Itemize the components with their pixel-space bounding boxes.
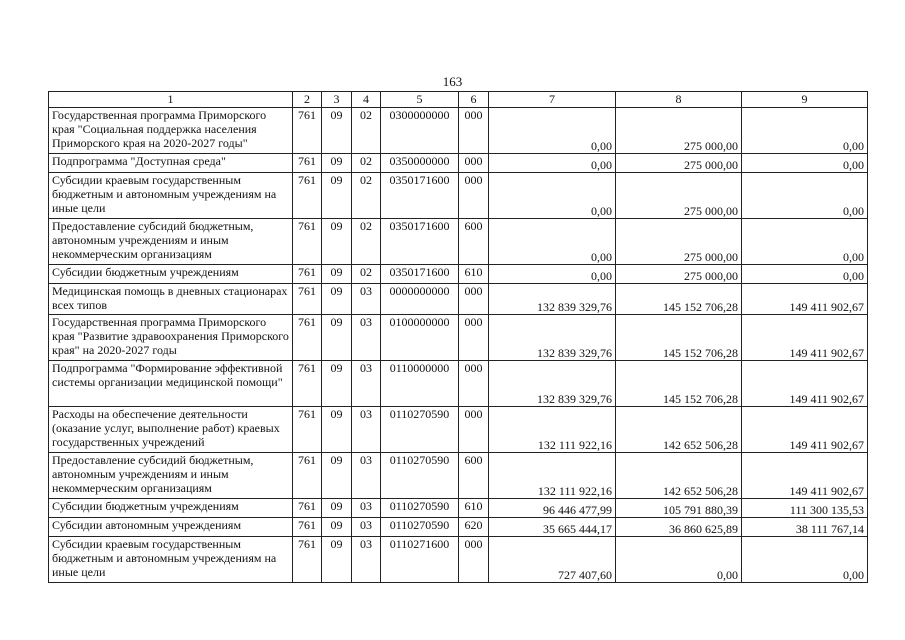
amount-cell: 132 839 329,76: [489, 315, 616, 361]
column-header: 2: [293, 92, 322, 108]
code-cell: 09: [322, 284, 352, 315]
amount-cell: 132 111 922,16: [489, 453, 616, 499]
code-cell: 761: [293, 407, 322, 453]
column-header: 5: [381, 92, 459, 108]
row-name: Расходы на обеспечение деятельности (оказание услуг, выполнение работ) краевых государственных учреждений: [49, 407, 293, 453]
table-header-row: [49, 92, 868, 108]
code-cell: 09: [322, 219, 352, 265]
code-cell: 09: [322, 499, 352, 518]
code-cell: 09: [322, 108, 352, 154]
amount-cell: 0,00: [742, 108, 868, 154]
table-row: [49, 361, 868, 407]
code-cell: 03: [352, 499, 381, 518]
code-cell: 0350171600: [381, 219, 459, 265]
code-cell: 02: [352, 219, 381, 265]
row-name: Подпрограмма "Формирование эффективной системы организации медицинской помощи": [49, 361, 293, 407]
amount-cell: 0,00: [489, 108, 616, 154]
amount-cell: 149 411 902,67: [742, 453, 868, 499]
amount-cell: 38 111 767,14: [742, 518, 868, 537]
code-cell: 03: [352, 518, 381, 537]
row-name: Государственная программа Приморского края "Развитие здравоохранения Приморского края" на 2020-2027 годы: [49, 315, 293, 361]
table-row: [49, 173, 868, 219]
code-cell: 610: [459, 265, 489, 284]
amount-cell: 0,00: [742, 154, 868, 173]
amount-cell: 132 111 922,16: [489, 407, 616, 453]
amount-cell: 132 839 329,76: [489, 361, 616, 407]
row-name: Медицинская помощь в дневных стационарах всех типов: [49, 284, 293, 315]
amount-cell: 275 000,00: [616, 108, 742, 154]
row-name: Субсидии автономным учреждениям: [49, 518, 293, 537]
table-row: [49, 453, 868, 499]
row-name: Предоставление субсидий бюджетным, автономным учреждениям и иным некоммерческим организациям: [49, 453, 293, 499]
code-cell: 000: [459, 537, 489, 583]
amount-cell: 0,00: [616, 537, 742, 583]
code-cell: 000: [459, 108, 489, 154]
column-header: 1: [49, 92, 293, 108]
code-cell: 761: [293, 537, 322, 583]
code-cell: 0350000000: [381, 154, 459, 173]
amount-cell: 36 860 625,89: [616, 518, 742, 537]
amount-cell: 145 152 706,28: [616, 284, 742, 315]
column-header: 7: [489, 92, 616, 108]
code-cell: 000: [459, 315, 489, 361]
code-cell: 761: [293, 453, 322, 499]
code-cell: 0110270590: [381, 518, 459, 537]
code-cell: 000: [459, 361, 489, 407]
code-cell: 0110271600: [381, 537, 459, 583]
code-cell: 000: [459, 173, 489, 219]
code-cell: 09: [322, 315, 352, 361]
code-cell: 03: [352, 284, 381, 315]
amount-cell: 149 411 902,67: [742, 407, 868, 453]
code-cell: 09: [322, 518, 352, 537]
amount-cell: 0,00: [489, 173, 616, 219]
table-row: [49, 154, 868, 173]
table-row: [49, 499, 868, 518]
amount-cell: 727 407,60: [489, 537, 616, 583]
code-cell: 02: [352, 108, 381, 154]
amount-cell: 105 791 880,39: [616, 499, 742, 518]
amount-cell: 275 000,00: [616, 265, 742, 284]
code-cell: 0110270590: [381, 453, 459, 499]
code-cell: 02: [352, 173, 381, 219]
code-cell: 761: [293, 361, 322, 407]
code-cell: 09: [322, 361, 352, 407]
code-cell: 761: [293, 284, 322, 315]
code-cell: 0100000000: [381, 315, 459, 361]
amount-cell: 149 411 902,67: [742, 315, 868, 361]
code-cell: 09: [322, 173, 352, 219]
code-cell: 09: [322, 407, 352, 453]
amount-cell: 0,00: [742, 173, 868, 219]
amount-cell: 275 000,00: [616, 154, 742, 173]
code-cell: 09: [322, 453, 352, 499]
table-row: [49, 537, 868, 583]
code-cell: 03: [352, 537, 381, 583]
amount-cell: 149 411 902,67: [742, 284, 868, 315]
code-cell: 0350171600: [381, 173, 459, 219]
row-name: Предоставление субсидий бюджетным, автономным учреждениям и иным некоммерческим организациям: [49, 219, 293, 265]
amount-cell: 0,00: [489, 219, 616, 265]
table-row: [49, 315, 868, 361]
column-header: 4: [352, 92, 381, 108]
code-cell: 761: [293, 108, 322, 154]
code-cell: 0110270590: [381, 407, 459, 453]
code-cell: 620: [459, 518, 489, 537]
amount-cell: 111 300 135,53: [742, 499, 868, 518]
code-cell: 761: [293, 265, 322, 284]
code-cell: 761: [293, 173, 322, 219]
amount-cell: 0,00: [489, 154, 616, 173]
amount-cell: 132 839 329,76: [489, 284, 616, 315]
amount-cell: 145 152 706,28: [616, 361, 742, 407]
amount-cell: 145 152 706,28: [616, 315, 742, 361]
code-cell: 09: [322, 265, 352, 284]
row-name: Субсидии краевым государственным бюджетным и автономным учреждениям на иные цели: [49, 537, 293, 583]
column-header: 9: [742, 92, 868, 108]
code-cell: 761: [293, 219, 322, 265]
budget-table: [48, 91, 868, 583]
code-cell: 000: [459, 154, 489, 173]
row-name: Субсидии краевым государственным бюджетным и автономным учреждениям на иные цели: [49, 173, 293, 219]
table-row: [49, 407, 868, 453]
code-cell: 000: [459, 407, 489, 453]
amount-cell: 275 000,00: [616, 219, 742, 265]
code-cell: 02: [352, 265, 381, 284]
amount-cell: 96 446 477,99: [489, 499, 616, 518]
code-cell: 09: [322, 537, 352, 583]
code-cell: 610: [459, 499, 489, 518]
code-cell: 600: [459, 219, 489, 265]
row-name: Субсидии бюджетным учреждениям: [49, 499, 293, 518]
code-cell: 000: [459, 284, 489, 315]
column-header: 8: [616, 92, 742, 108]
table-row: [49, 284, 868, 315]
column-header: 6: [459, 92, 489, 108]
table-row: [49, 219, 868, 265]
table-row: [49, 108, 868, 154]
code-cell: 02: [352, 154, 381, 173]
code-cell: 761: [293, 154, 322, 173]
code-cell: 0300000000: [381, 108, 459, 154]
page-number: 163: [442, 74, 463, 89]
row-name: Государственная программа Приморского края "Социальная поддержка населения Приморского края на 2020-2027 годы": [49, 108, 293, 154]
column-header: 3: [322, 92, 352, 108]
code-cell: 0000000000: [381, 284, 459, 315]
amount-cell: 0,00: [742, 537, 868, 583]
code-cell: 03: [352, 453, 381, 499]
code-cell: 0350171600: [381, 265, 459, 284]
code-cell: 761: [293, 499, 322, 518]
code-cell: 600: [459, 453, 489, 499]
code-cell: 761: [293, 518, 322, 537]
amount-cell: 0,00: [742, 219, 868, 265]
code-cell: 03: [352, 315, 381, 361]
table-row: [49, 518, 868, 537]
amount-cell: 275 000,00: [616, 173, 742, 219]
code-cell: 09: [322, 154, 352, 173]
row-name: Субсидии бюджетным учреждениям: [49, 265, 293, 284]
code-cell: 03: [352, 407, 381, 453]
amount-cell: 0,00: [489, 265, 616, 284]
amount-cell: 149 411 902,67: [742, 361, 868, 407]
row-name: Подпрограмма "Доступная среда": [49, 154, 293, 173]
code-cell: 0110270590: [381, 499, 459, 518]
amount-cell: 142 652 506,28: [616, 407, 742, 453]
code-cell: 761: [293, 315, 322, 361]
amount-cell: 35 665 444,17: [489, 518, 616, 537]
code-cell: 0110000000: [381, 361, 459, 407]
amount-cell: 142 652 506,28: [616, 453, 742, 499]
code-cell: 03: [352, 361, 381, 407]
table-row: [49, 265, 868, 284]
amount-cell: 0,00: [742, 265, 868, 284]
